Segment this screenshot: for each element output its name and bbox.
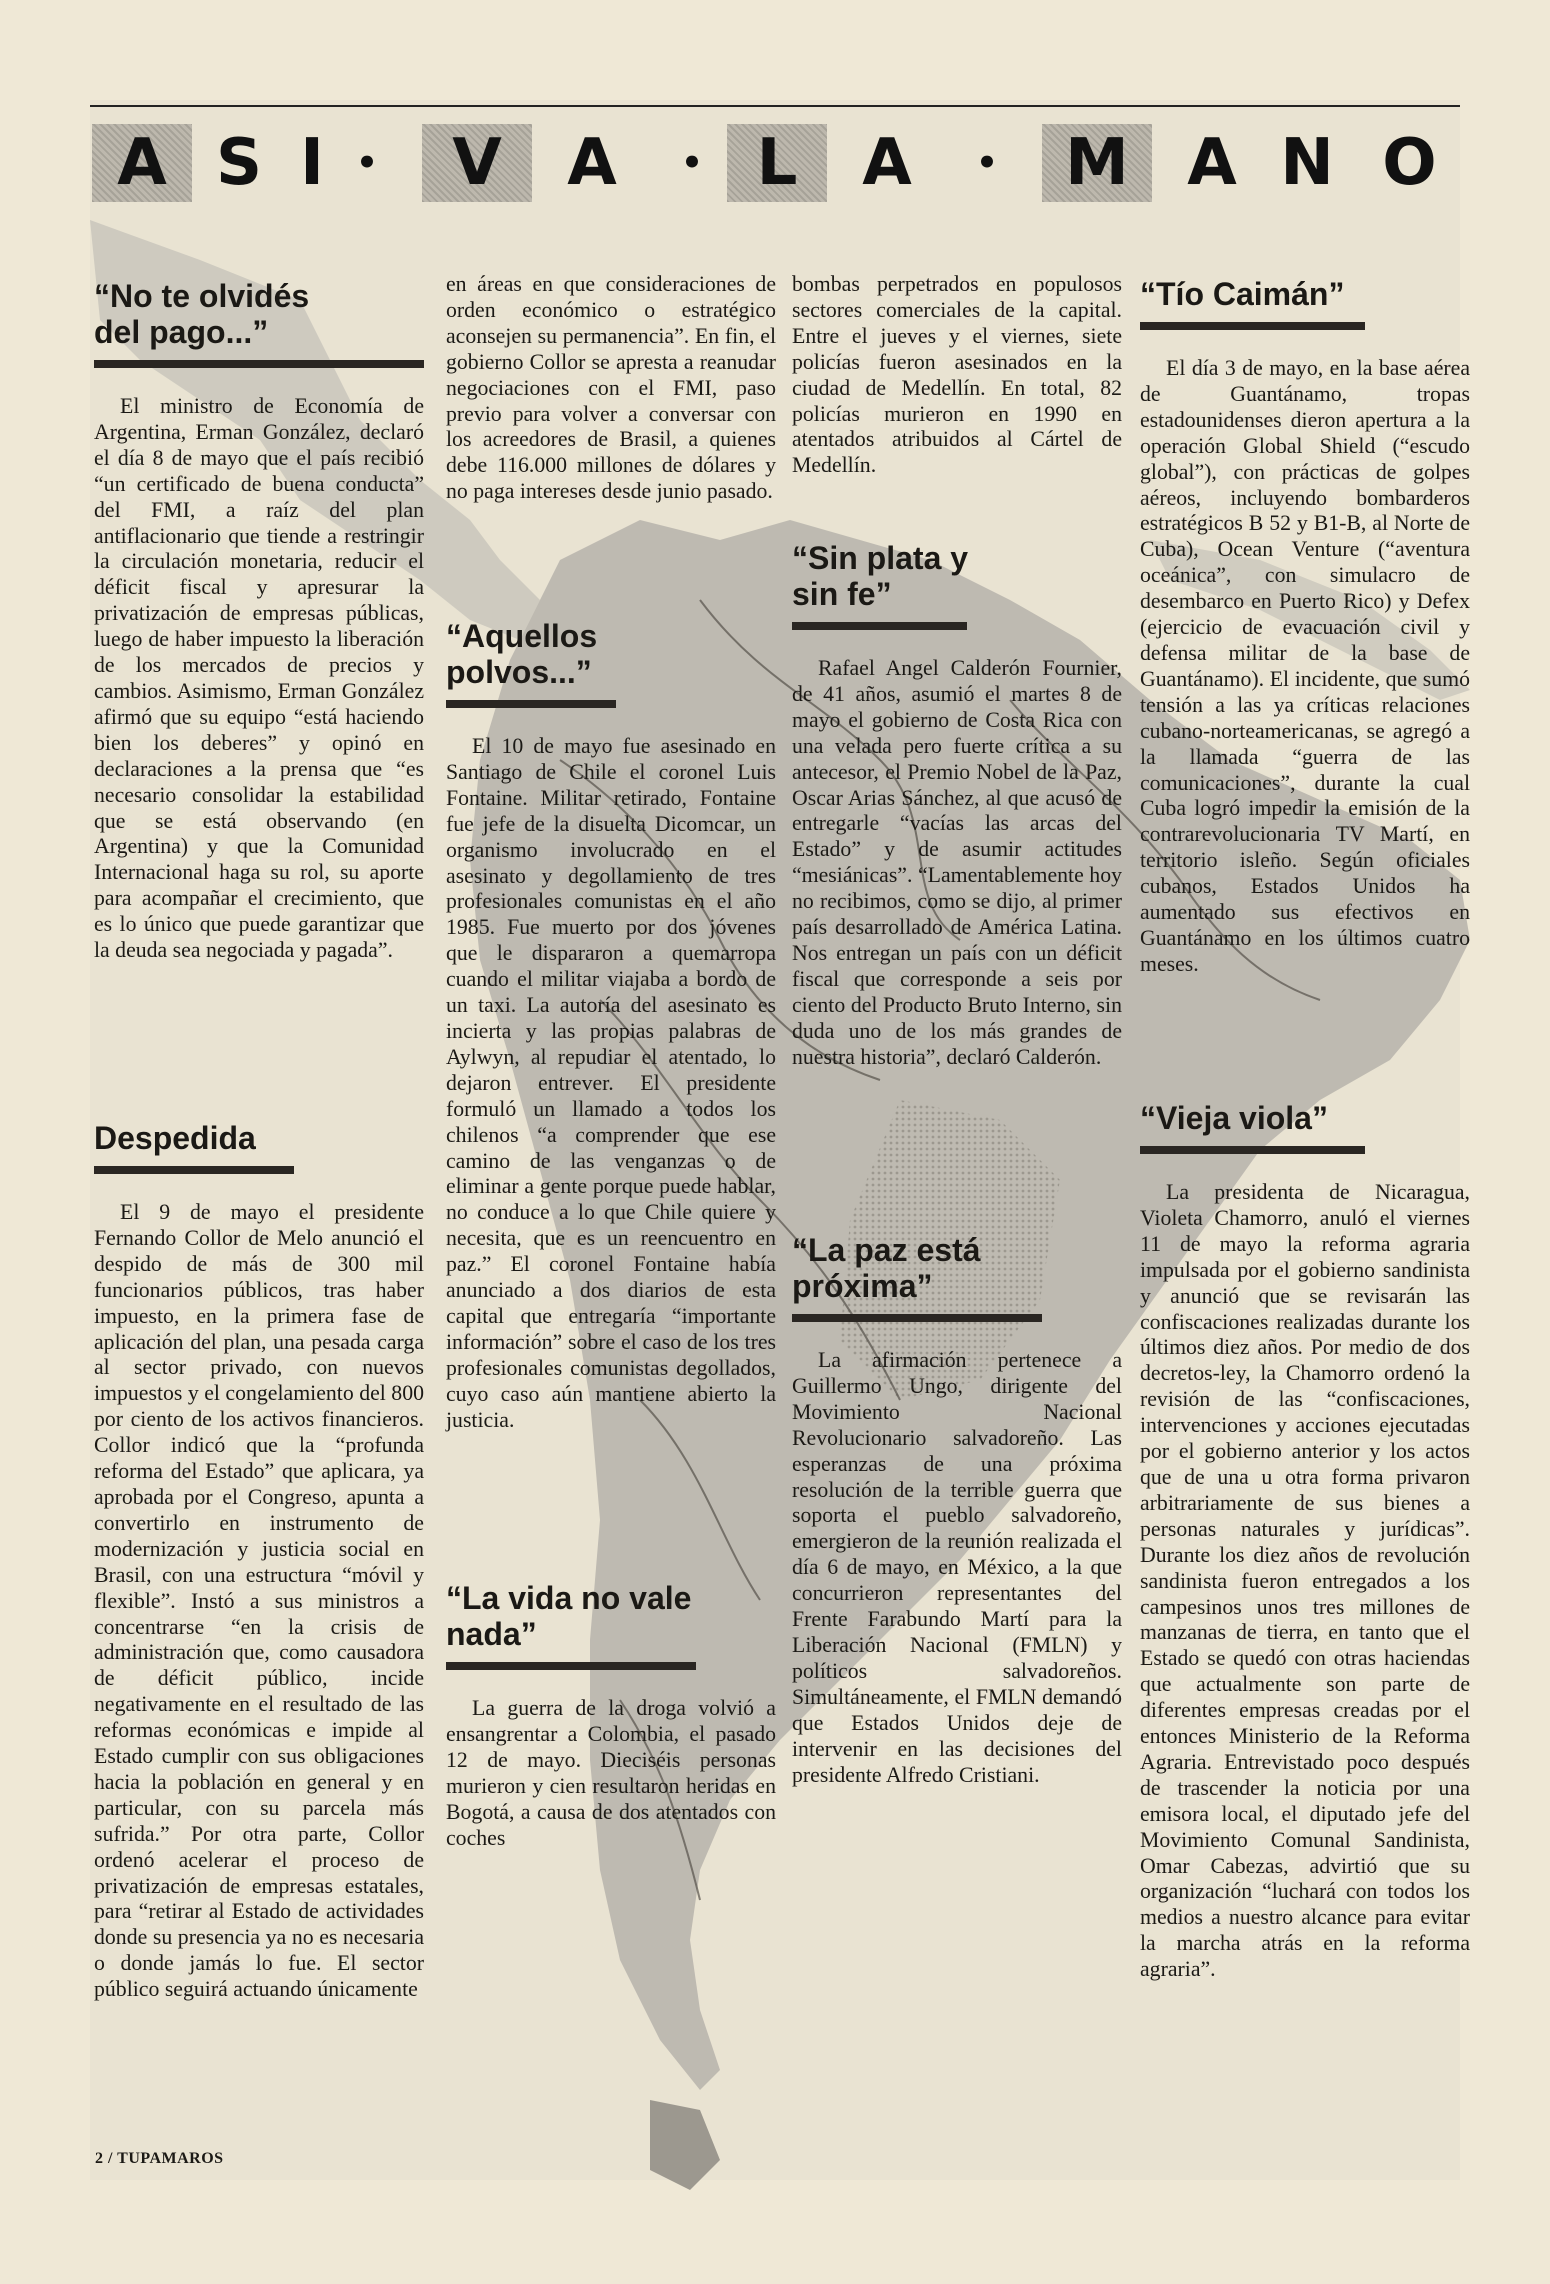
article-paz-text: La afirmación pertenece a Guillermo Ungo, dirigente del Movimiento Nacional Revolucionario salvadoreño. Las esperanzas de una próxima resolución de la terrible guerra que soporta el pueblo salvadoreño, emergieron de la reunión realizada el día 6 de mayo, en México, a la que concurrieron representantes del Frente Farabundo Martí para la Liberación Nacional (FMLN) y políticos salvadoreños. Simultáneamente, el FMLN demandó que Estados Unidos deje de intervenir en las decisiones del presidente Alfredo Cristiani. [792, 1348, 1122, 1787]
article-pago [94, 278, 424, 964]
masthead-letter: I [300, 126, 324, 200]
article-vida-continued-text: bombas perpetrados en populosos sectores comerciales de la capital. Entre el jueves y el viernes, siete policías fueron asesinados en la ciudad de Medellín. En total, 82 policías murieron en 1990 en atentados atribuidos al Cártel de Medellín. [792, 272, 1122, 478]
article-polvos-title: “Aquellos polvos...” [446, 618, 598, 690]
masthead-dot: • [976, 143, 998, 183]
article-plata-text: Rafael Angel Calderón Fournier, de 41 años, asumió el martes 8 de mayo el gobierno de Costa Rica con una velada pero fuerte crítica a su antecesor, el Premio Nobel de la Paz, Oscar Arias Sánchez, al que acusó de entregarle “vacías las arcas del Estado” y de asumir actitudes “mesiánicas”. “Lamentablemente hoy no recibimos, como se dijo, al primer país desarrollado de América Latina. Nos entregan un país con un déficit fiscal que corresponde a seis por ciento del Producto Bruto Interno, sin duda uno de los más grandes de nuestra historia”, declaró Calderón. [792, 656, 1122, 1069]
masthead [92, 124, 1460, 204]
article-vida-title: “La vida no vale nada” [446, 1580, 692, 1652]
article-caiman-rule [1140, 322, 1365, 330]
article-paz-title: “La paz está próxima” [792, 1232, 981, 1304]
article-caiman-title: “Tío Caimán” [1140, 276, 1345, 312]
page-footer: 2 / TUPAMAROS [95, 2150, 224, 2167]
tierra-del-fuego-shape [650, 2100, 720, 2190]
masthead-letter: A [862, 126, 912, 200]
article-plata-title: “Sin plata y sin fe” [792, 540, 969, 612]
masthead-letter: M [1042, 124, 1152, 202]
article-pago-title: “No te olvidés del pago...” [94, 278, 310, 350]
article-vida [446, 1580, 776, 1851]
article-polvos-text: El 10 de mayo fue asesinado en Santiago de Chile el coronel Luis Fontaine. Militar retirado, Fontaine fue jefe de la disuelta Dicomcar, un organismo involucrado en el asesinato y degollamiento de tres profesionales comunistas en el año 1985. Fue muerto por dos jóvenes que le dispararon a quemarropa cuando el militar viajaba a bordo de un taxi. La autoría del asesinato es incierta y las propias palabras de Aylwyn, al repudiar el atentado, lo dejaron entrever. El presidente formuló un llamado a todos los chilenos “a comprender que ese camino de las venganzas o de eliminar a gente porque puede hablar, no conduce a lo que Chile quiere y necesita, que es un reencuentro en paz.” El coronel Fontaine había anunciado a dos diarios de esta capital que entregaría “importante información” sobre el caso de los tres profesionales comunistas degollados, cuyo caso aún mantiene abierto la justicia. [446, 734, 776, 1432]
article-despedida-continued [446, 272, 776, 505]
masthead-dot: • [681, 143, 703, 183]
top-rule [90, 105, 1460, 107]
masthead-letter: N [1280, 126, 1334, 200]
masthead-dot: • [356, 143, 378, 183]
masthead-letter: O [1382, 126, 1437, 200]
article-vida-continued [792, 272, 1122, 479]
article-despedida-text: El 9 de mayo el presidente Fernando Collor de Melo anunció el despido de más de 300 mil funcionarios públicos, tras haber impuesto, en la primera fase de aplicación del plan, una pesada carga al sector privado, con nuevos impuestos y el congelamiento del 800 por ciento de los activos financieros. Collor indicó que la “profunda reforma del Estado” que aplicara, ya aprobada por el Congreso, apunta a convertirlo en instrumento de modernización y justicia social en Brasil, con una estructura “móvil y flexible”. Instó a sus ministros a concentrarse “en la crisis de administración que, como causadora de déficit público, incide negativamente en el resultado de las reformas económicas e impide al Estado cumplir con sus obligaciones hacia la población en general y en particular, con su parcela más sufrida.” Por otra parte, Collor ordenó acelerar el proceso de privatización de empresas estatales, para “retirar al Estado de actividades donde su presencia ya no es necesaria o donde jamás lo fue. El sector público seguirá actuando únicamente [94, 1200, 424, 2002]
article-despedida [94, 1120, 424, 2003]
masthead-letter: A [1187, 126, 1237, 200]
article-despedida-title: Despedida [94, 1120, 256, 1156]
article-polvos-rule [446, 700, 616, 708]
article-despedida-rule [94, 1166, 294, 1174]
masthead-letter: L [727, 124, 827, 202]
article-paz [792, 1232, 1122, 1788]
masthead-letter: S [215, 126, 263, 200]
article-plata-rule [792, 622, 967, 630]
masthead-letter: A [567, 126, 617, 200]
article-viola [1140, 1100, 1470, 1983]
article-polvos [446, 618, 776, 1433]
article-vida-text: La guerra de la droga volvió a ensangrentar a Colombia, el pasado 12 de mayo. Dieciséis personas murieron y cien resultaron heridas en Bogotá, a causa de dos atentados con coches [446, 1696, 776, 1850]
article-caiman-text: El día 3 de mayo, en la base aérea de Guantánamo, tropas estadounidenses dieron apertura a la operación Global Shield (“escudo global”), con prácticas de golpes aéreos, incluyendo bombarderos estratégicos B 52 y B1-B, al Norte de Cuba), Ocean Venture (“aventura oceánica”, con simulacro de desembarco en Puerto Rico) y Defex (ejercicio de evacuación civil y defensa militar de la base de Guantánamo). El incidente, que sumó tensión a las ya críticas relaciones cubano-norteamericanas, se agregó a la llamada “guerra de las comunicaciones”, durante la cual Cuba logró impedir la emisión de la contrarevolucionaria TV Martí, en territorio isleño. Según oficiales cubanos, Estados Unidos ha aumentado sus efectivos en Guantánamo en los últimos cuatro meses. [1140, 356, 1470, 976]
article-plata [792, 540, 1122, 1071]
article-viola-title: “Vieja viola” [1140, 1100, 1328, 1136]
masthead-letter: V [422, 124, 532, 202]
article-pago-rule [94, 360, 424, 368]
article-pago-text: El ministro de Economía de Argentina, Erman González, declaró el día 8 de mayo que el país recibió “un certificado de buena conducta” del FMI, a raíz del plan antiflacionario que tiende a restringir la circulación monetaria, reducir el déficit fiscal y apresurar la privatización de empresas públicas, luego de haber impuesto la liberación de los mercados de precios y cambios. Asimismo, Erman González afirmó que su equipo “está haciendo bien los deberes” y opinó en declaraciones a la prensa que “es necesario consolidar la estabilidad que se está observando (en Argentina) y que la Comunidad Internacional haga su rol, su aporte para acompañar el crecimiento, que es lo único que puede garantizar que la deuda sea negociada y pagada”. [94, 394, 424, 963]
article-viola-text: La presidenta de Nicaragua, Violeta Chamorro, anuló el viernes 11 de mayo la reforma agraria impulsada por el gobierno sandinista y anunció que se revisarán las confiscaciones realizadas durante los últimos diez años. Por medio de dos decretos-ley, la Chamorro ordenó la revisión de las “confiscaciones, intervenciones y acciones ejecutadas por el gobierno anterior y los actos que de una u otra forma privaron arbitrariamente de sus bienes a personas naturales y jurídicas”. Durante los diez años de revolución sandinista fueron entregados a los campesinos unos tres millones de manzanas de tierra, en tanto que el Estado se quedó con otras haciendas que actualmente son parte de diferentes empresas creadas por el entonces Ministerio de la Reforma Agraria. Entrevistado poco después de trascender la noticia por una emisora local, el diputado jefe del Movimiento Comunal Sandinista, Omar Cabezas, advirtió que su organización “luchará con todos los medios a nuestro alcance para evitar la marcha atrás en la reforma agraria”. [1140, 1180, 1470, 1982]
article-paz-rule [792, 1314, 1042, 1322]
article-viola-rule [1140, 1146, 1365, 1154]
article-caiman [1140, 276, 1470, 978]
masthead-letter: A [92, 124, 192, 202]
article-despedida-continued-text: en áreas en que consideraciones de orden económico o estratégico aconsejen su permanencia”. En fin, el gobierno Collor se apresta a reanudar negociaciones con el FMI, paso previo para volver a conversar con los acreedores de Brasil, a quienes debe 116.000 millones de dólares y no paga intereses desde junio pasado. [446, 272, 776, 504]
article-vida-rule [446, 1662, 696, 1670]
